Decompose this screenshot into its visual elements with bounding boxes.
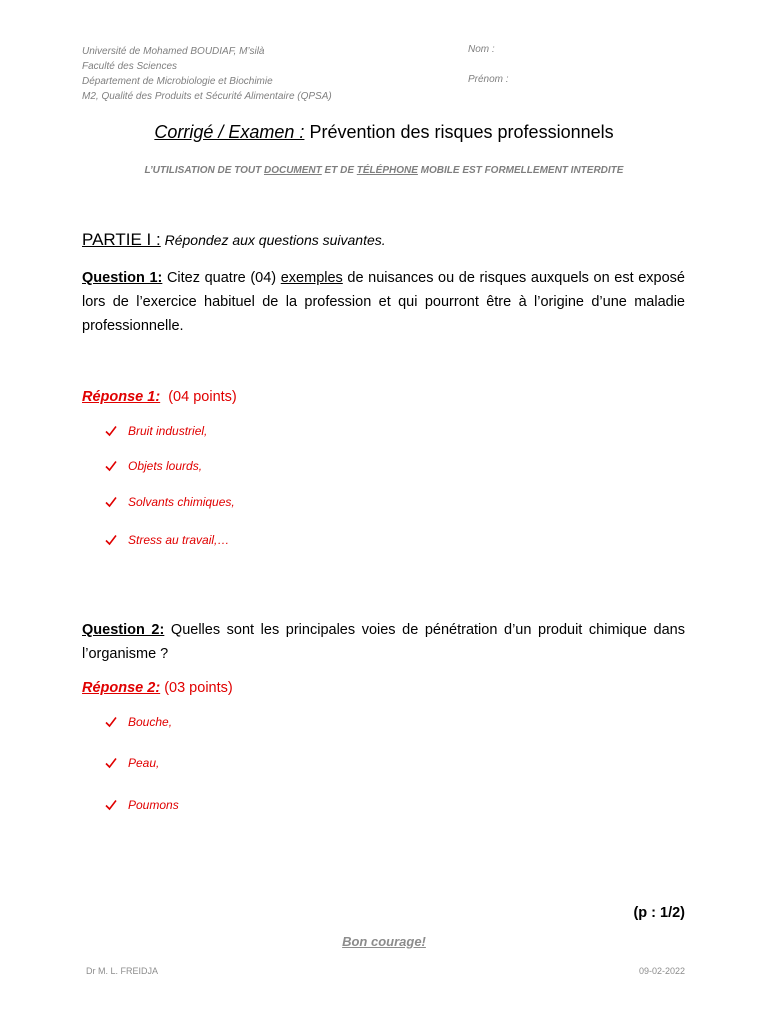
warning-document: DOCUMENT bbox=[263, 165, 322, 176]
answer-text: Objets lourds, bbox=[128, 459, 203, 473]
answer-item bbox=[105, 715, 172, 729]
nom-label: Nom : bbox=[468, 44, 495, 55]
question-2-label: Question 2: bbox=[82, 622, 165, 638]
question-1 bbox=[82, 266, 685, 338]
partie-label: PARTIE I : bbox=[82, 230, 161, 249]
checkmark-icon bbox=[105, 716, 117, 728]
checkmark-icon bbox=[105, 799, 117, 811]
program-name: M2, Qualité des Produits et Sécurité Alimentaire (QPSA) bbox=[82, 91, 332, 102]
checkmark-icon bbox=[105, 757, 117, 769]
question-2-text: Quelles sont les principales voies de pénétration d’un produit chimique dans l’organisme ? bbox=[82, 622, 685, 662]
footer-author: Dr M. L. FREIDJA bbox=[86, 966, 159, 976]
institution-header bbox=[82, 44, 332, 104]
warning-notice bbox=[0, 165, 768, 176]
closing-message: Bon courage! bbox=[342, 934, 426, 949]
answer-item bbox=[105, 798, 179, 812]
answer-item bbox=[105, 756, 159, 770]
answer-item bbox=[105, 495, 235, 509]
partie-heading bbox=[82, 230, 386, 250]
question-1-text: Citez quatre (04) bbox=[162, 270, 281, 286]
answer-item bbox=[105, 533, 229, 547]
warning-text: ET DE bbox=[321, 165, 357, 176]
reponse-2-label: Réponse 2: bbox=[82, 680, 161, 696]
answer-text: Bouche, bbox=[128, 715, 173, 729]
university-name: Université de Mohamed BOUDIAF, M’silà bbox=[82, 46, 265, 57]
answer-text: Peau, bbox=[128, 756, 160, 770]
faculty-name: Faculté des Sciences bbox=[82, 61, 178, 72]
answer-text: Bruit industriel, bbox=[128, 424, 208, 438]
answer-item bbox=[105, 424, 207, 438]
answer-text: Solvants chimiques, bbox=[128, 495, 235, 509]
department-name: Département de Microbiologie et Biochimie bbox=[82, 76, 273, 87]
question-2 bbox=[82, 618, 685, 666]
question-1-label: Question 1: bbox=[82, 270, 163, 286]
footer-date: 09-02-2022 bbox=[638, 966, 685, 976]
reponse-1-label: Réponse 1: bbox=[82, 389, 161, 405]
partie-instruction: Répondez aux questions suivantes. bbox=[160, 232, 386, 248]
reponse-2-points: (03 points) bbox=[160, 680, 233, 696]
page-number: (p : 1/2) bbox=[633, 905, 685, 921]
answer-text: Stress au travail,… bbox=[128, 533, 230, 547]
warning-text: L’UTILISATION DE TOUT bbox=[144, 165, 264, 176]
answer-text: Poumons bbox=[128, 798, 179, 812]
checkmark-icon bbox=[105, 534, 117, 546]
reponse-2 bbox=[82, 680, 233, 696]
warning-text: MOBILE EST FORMELLEMENT INTERDITE bbox=[417, 165, 624, 176]
page-title bbox=[0, 122, 768, 143]
warning-telephone: TÉLÉPHONE bbox=[356, 165, 418, 176]
title-main: Prévention des risques professionnels bbox=[304, 122, 614, 142]
title-prefix: Corrigé / Examen : bbox=[154, 122, 305, 142]
question-1-emphasis: exemples bbox=[280, 270, 343, 286]
answer-item bbox=[105, 459, 202, 473]
question-1-text: de nuisances ou de risques auxquels on est exposé lors de l’exercice habituel de la profession et qui pourront être à l’origine d’une maladie professionnelle. bbox=[82, 270, 685, 334]
checkmark-icon bbox=[105, 425, 117, 437]
prenom-label: Prénom : bbox=[468, 74, 509, 85]
checkmark-icon bbox=[105, 460, 117, 472]
checkmark-icon bbox=[105, 496, 117, 508]
reponse-1 bbox=[82, 389, 237, 405]
reponse-1-points: (04 points) bbox=[160, 389, 237, 405]
